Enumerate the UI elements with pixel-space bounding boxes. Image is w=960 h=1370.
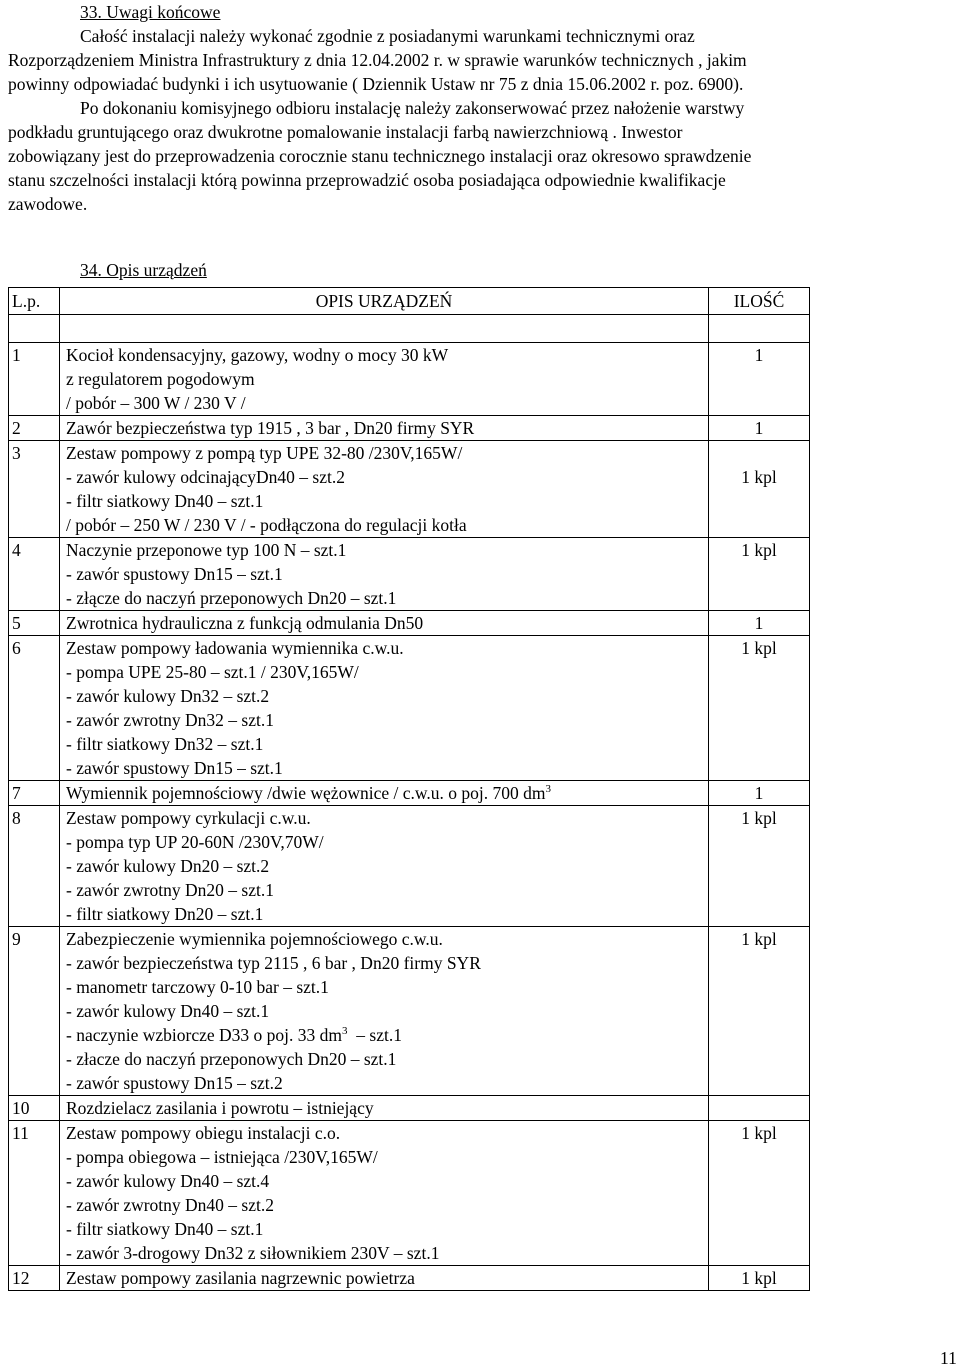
table-row: [9, 636, 810, 781]
table-row: [9, 416, 810, 441]
description-line: [66, 367, 708, 391]
row-number: 4: [9, 538, 60, 611]
description-line: [66, 1047, 708, 1071]
description-text: Kocioł kondensacyjny, gazowy, wodny o mocy 30 kW: [66, 345, 449, 365]
table-row: [9, 781, 810, 806]
description-text: - zawór bezpieczeństwa typ 2115 , 6 bar , Dn20 firmy SYR: [66, 953, 481, 973]
table-row: [9, 806, 810, 927]
quantity-text: 1 kpl: [741, 1123, 777, 1143]
description-line: [66, 732, 708, 756]
description-text: Zwrotnica hydrauliczna z funkcją odmulania Dn50: [66, 613, 424, 633]
section-34-title: 34. Opis urządzeń: [80, 260, 207, 280]
description-text: - manometr tarczowy 0-10 bar – szt.1: [66, 977, 329, 997]
description-text: - zawór zwrotny Dn40 – szt.2: [66, 1195, 275, 1215]
description-text: - naczynie wzbiorcze D33 o poj. 33 dm: [66, 1025, 343, 1045]
description-line: [66, 806, 708, 830]
row-description: [60, 416, 709, 441]
row-number: 10: [9, 1096, 60, 1121]
description-text: - zawór kulowy odcinającyDn40 – szt.2: [66, 467, 345, 487]
description-line: [66, 756, 708, 780]
description-line: [66, 1023, 708, 1047]
section-33-body: [8, 24, 956, 216]
description-line: [66, 636, 708, 660]
row-number: 7: [9, 781, 60, 806]
description-text: - filtr siatkowy Dn40 – szt.1: [66, 491, 264, 511]
description-line: [66, 1096, 708, 1120]
description-text: Zestaw pompowy z pompą typ UPE 32-80 /230V,165W/: [66, 443, 463, 463]
description-text: - filtr siatkowy Dn32 – szt.1: [66, 734, 264, 754]
description-line: [66, 562, 708, 586]
description-line: [66, 975, 708, 999]
quantity-text: 1: [754, 345, 764, 365]
description-text: Zestaw pompowy obiegu instalacji c.o.: [66, 1123, 341, 1143]
row-quantity: [709, 538, 810, 611]
row-number: 3: [9, 441, 60, 538]
row-quantity: [709, 927, 810, 1096]
description-line: [66, 708, 708, 732]
description-line: [66, 1169, 708, 1193]
row-quantity: [709, 343, 810, 416]
section-33-title: 33. Uwagi końcowe: [80, 2, 221, 22]
table-row: [9, 611, 810, 636]
description-line: [66, 1193, 708, 1217]
description-line: [66, 586, 708, 610]
description-line: [66, 684, 708, 708]
row-description: [60, 611, 709, 636]
table-row: [9, 343, 810, 416]
description-text: Wymiennik pojemnościowy /dwie wężownice / c.w.u. o poj. 700 dm: [66, 783, 546, 803]
body-line: Całość instalacji należy wykonać zgodnie z posiadanymi warunkami technicznymi oraz: [80, 26, 695, 46]
description-text: Zawór bezpieczeństwa typ 1915 , 3 bar , Dn20 firmy SYR: [66, 418, 475, 438]
body-line: powinny odpowiadać budynki i ich usytuowanie ( Dziennik Ustaw nr 75 z dnia 15.06.2002 r. poz. 6900).: [8, 74, 744, 94]
description-line: [66, 830, 708, 854]
quantity-text: 1: [754, 783, 764, 803]
description-line: [66, 513, 708, 537]
row-quantity: [709, 781, 810, 806]
description-text: - filtr siatkowy Dn40 – szt.1: [66, 1219, 264, 1239]
body-line: Po dokonaniu komisyjnego odbioru instalację należy zakonserwować przez nałożenie warstwy: [80, 98, 745, 118]
description-text: - zawór spustowy Dn15 – szt.1: [66, 758, 283, 778]
row-description: [60, 343, 709, 416]
description-line: [66, 951, 708, 975]
table-row: [9, 927, 810, 1096]
table-row: [9, 441, 810, 538]
description-text: - zawór kulowy Dn32 – szt.2: [66, 686, 270, 706]
description-line: [66, 878, 708, 902]
quantity-text: 1 kpl: [741, 467, 777, 487]
description-line: [66, 1217, 708, 1241]
description-text: / pobór – 300 W / 230 V /: [66, 393, 246, 413]
table-row: [9, 1121, 810, 1266]
row-description: [60, 927, 709, 1096]
body-line: podkładu gruntującego oraz dwukrotne pomalowanie instalacji farbą nawierzchniową . Inwestor: [8, 122, 683, 142]
description-line: [66, 781, 708, 805]
row-number: 8: [9, 806, 60, 927]
row-number: 5: [9, 611, 60, 636]
row-number: 2: [9, 416, 60, 441]
header-lp: L.p.: [9, 288, 60, 315]
row-number: 9: [9, 927, 60, 1096]
row-quantity: [709, 806, 810, 927]
description-line: [66, 538, 708, 562]
description-line: [66, 343, 708, 367]
row-number: 1: [9, 343, 60, 416]
quantity-text: 1 kpl: [741, 1268, 777, 1288]
description-text: Zestaw pompowy ładowania wymiennika c.w.u.: [66, 638, 404, 658]
header-opis: OPIS URZĄDZEŃ: [60, 288, 709, 315]
row-quantity: [709, 1096, 810, 1121]
description-text: - filtr siatkowy Dn20 – szt.1: [66, 904, 264, 924]
description-text: - zawór 3-drogowy Dn32 z siłownikiem 230V – szt.1: [66, 1243, 440, 1263]
description-line: [66, 1241, 708, 1265]
row-description: [60, 441, 709, 538]
row-description: [60, 1266, 709, 1291]
row-quantity: [709, 1266, 810, 1291]
row-quantity: [709, 1121, 810, 1266]
body-line: zawodowe.: [8, 194, 88, 214]
description-text: - zawór kulowy Dn40 – szt.4: [66, 1171, 270, 1191]
description-text: Rozdzielacz zasilania i powrotu – istniejący: [66, 1098, 374, 1118]
description-text: - złacze do naczyń przeponowych Dn20 – szt.1: [66, 1049, 397, 1069]
row-quantity: [709, 441, 810, 538]
description-text: - zawór kulowy Dn20 – szt.2: [66, 856, 270, 876]
description-text: Zestaw pompowy cyrkulacji c.w.u.: [66, 808, 311, 828]
quantity-text: 1 kpl: [741, 808, 777, 828]
description-line: [66, 465, 708, 489]
body-line: zobowiązany jest do przeprowadzenia corocznie stanu technicznego instalacji oraz okresowo sprawdzenie: [8, 146, 752, 166]
description-suffix: – szt.1: [347, 1025, 402, 1045]
description-text: - zawór kulowy Dn40 – szt.1: [66, 1001, 270, 1021]
table-row: [9, 538, 810, 611]
description-line: [66, 416, 708, 440]
row-quantity: [709, 416, 810, 441]
description-line: [66, 1121, 708, 1145]
description-text: - złącze do naczyń przeponowych Dn20 – szt.1: [66, 588, 397, 608]
description-text: Naczynie przeponowe typ 100 N – szt.1: [66, 540, 347, 560]
description-line: [66, 999, 708, 1023]
quantity-text: 1: [754, 613, 764, 633]
header-ilosc: ILOŚĆ: [709, 288, 810, 315]
row-description: [60, 806, 709, 927]
description-text: Zestaw pompowy zasilania nagrzewnic powietrza: [66, 1268, 415, 1288]
description-line: [66, 854, 708, 878]
table-row: [9, 1266, 810, 1291]
description-line: [66, 927, 708, 951]
row-description: [60, 636, 709, 781]
quantity-text: 1 kpl: [741, 540, 777, 560]
table-header-row: [9, 288, 810, 315]
superscript: 3: [342, 1025, 348, 1038]
description-line: [66, 660, 708, 684]
description-text: z regulatorem pogodowym: [66, 369, 255, 389]
row-number: 6: [9, 636, 60, 781]
row-description: [60, 781, 709, 806]
description-text: Zabezpieczenie wymiennika pojemnościowego c.w.u.: [66, 929, 443, 949]
description-text: - zawór zwrotny Dn20 – szt.1: [66, 880, 275, 900]
description-line: [66, 1266, 708, 1290]
body-line: stanu szczelności instalacji którą powinna przeprowadzić osoba posiadająca odpowiednie kwalifikacje: [8, 170, 726, 190]
superscript: 3: [545, 783, 551, 796]
body-line: Rozporządzeniem Ministra Infrastruktury z dnia 12.04.2002 r. w sprawie warunków technicznych , jakim: [8, 50, 747, 70]
row-number: 11: [9, 1121, 60, 1266]
quantity-text: 1 kpl: [741, 638, 777, 658]
row-description: [60, 1121, 709, 1266]
row-quantity: [709, 636, 810, 781]
table-row: [9, 1096, 810, 1121]
description-text: - pompa typ UP 20-60N /230V,70W/: [66, 832, 324, 852]
description-line: [66, 1145, 708, 1169]
description-line: [66, 1071, 708, 1095]
quantity-text: 1: [754, 418, 764, 438]
description-line: [66, 391, 708, 415]
row-description: [60, 1096, 709, 1121]
row-description: [60, 538, 709, 611]
row-number: 12: [9, 1266, 60, 1291]
description-line: [66, 489, 708, 513]
description-text: - pompa UPE 25-80 – szt.1 / 230V,165W/: [66, 662, 359, 682]
description-text: / pobór – 250 W / 230 V / - podłączona do regulacji kotła: [66, 515, 467, 535]
empty-row: [9, 315, 810, 343]
description-line: [66, 441, 708, 465]
description-text: - pompa obiegowa – istniejąca /230V,165W/: [66, 1147, 378, 1167]
quantity-text: 1 kpl: [741, 929, 777, 949]
equipment-table: [8, 287, 810, 1291]
description-text: - zawór zwrotny Dn32 – szt.1: [66, 710, 275, 730]
description-text: - zawór spustowy Dn15 – szt.1: [66, 564, 283, 584]
description-line: [66, 611, 708, 635]
description-text: - zawór spustowy Dn15 – szt.2: [66, 1073, 283, 1093]
row-quantity: [709, 611, 810, 636]
page-number: 11: [940, 1348, 957, 1368]
description-line: [66, 902, 708, 926]
